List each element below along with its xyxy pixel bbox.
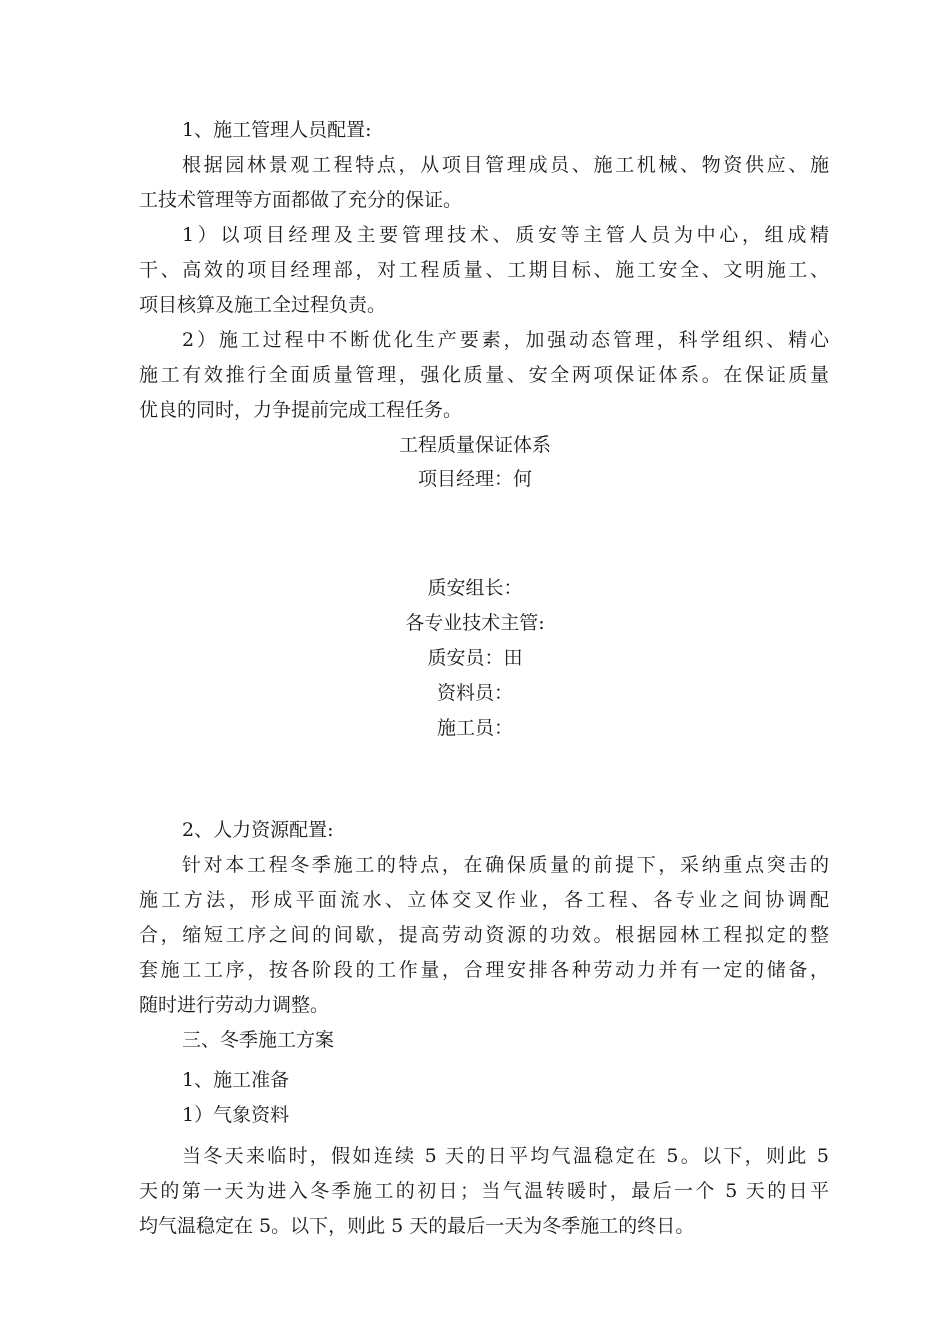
section-heading-winter: 三、冬季施工方案 bbox=[182, 1029, 335, 1051]
system-role: 资料员： bbox=[436, 682, 513, 704]
section-heading-weather: 1）气象资料 bbox=[182, 1104, 290, 1126]
system-role: 质安组长： bbox=[427, 577, 523, 599]
section-heading-prep: 1、施工准备 bbox=[182, 1069, 290, 1091]
system-role: 质安员：田 bbox=[427, 647, 523, 669]
system-title: 工程质量保证体系 bbox=[398, 434, 551, 456]
paragraph-line: 随时进行劳动力调整。 bbox=[139, 994, 330, 1016]
paragraph-line: 根据园林景观工程特点，从项目管理成员、施工机械、物资供应、施 bbox=[182, 154, 829, 176]
system-role: 各专业技术主管: bbox=[405, 612, 545, 634]
section-heading-labor: 2、人力资源配置: bbox=[182, 819, 334, 841]
paragraph-line: 干、高效的项目经理部，对工程质量、工期目标、施工安全、文明施工、 bbox=[139, 259, 829, 281]
section-heading-staff: 1、施工管理人员配置: bbox=[182, 119, 372, 141]
paragraph-line: 针对本工程冬季施工的特点，在确保质量的前提下，采纳重点突击的 bbox=[182, 854, 829, 876]
paragraph-line: 工技术管理等方面都做了充分的保证。 bbox=[139, 189, 463, 211]
paragraph-line: 合，缩短工序之间的间歇，提高劳动资源的功效。根据园林工程拟定的整 bbox=[139, 924, 829, 946]
paragraph-line: 施工方法，形成平面流水、立体交叉作业，各工程、各专业之间协调配 bbox=[139, 889, 829, 911]
paragraph-line: 施工有效推行全面质量管理，强化质量、安全两项保证体系。在保证质量 bbox=[139, 364, 829, 386]
paragraph-line: 天的第一天为进入冬季施工的初日；当气温转暖时，最后一个 5 天的日平 bbox=[139, 1180, 829, 1202]
paragraph-line: 项目核算及施工全过程负责。 bbox=[139, 294, 387, 316]
system-manager: 项目经理：何 bbox=[417, 468, 532, 490]
paragraph-line: 优良的同时，力争提前完成工程任务。 bbox=[139, 399, 463, 421]
paragraph-line: 2）施工过程中不断优化生产要素，加强动态管理，科学组织、精心 bbox=[182, 329, 829, 351]
paragraph-line: 均气温稳定在 5。以下，则此 5 天的最后一天为冬季施工的终日。 bbox=[139, 1215, 695, 1237]
paragraph-line: 1）以项目经理及主要管理技术、质安等主管人员为中心，组成精 bbox=[182, 224, 829, 246]
paragraph-line: 当冬天来临时，假如连续 5 天的日平均气温稳定在 5。以下，则此 5 bbox=[182, 1145, 829, 1167]
system-role: 施工员： bbox=[436, 717, 513, 739]
paragraph-line: 套施工工序，按各阶段的工作量，合理安排各种劳动力并有一定的储备， bbox=[139, 959, 829, 981]
